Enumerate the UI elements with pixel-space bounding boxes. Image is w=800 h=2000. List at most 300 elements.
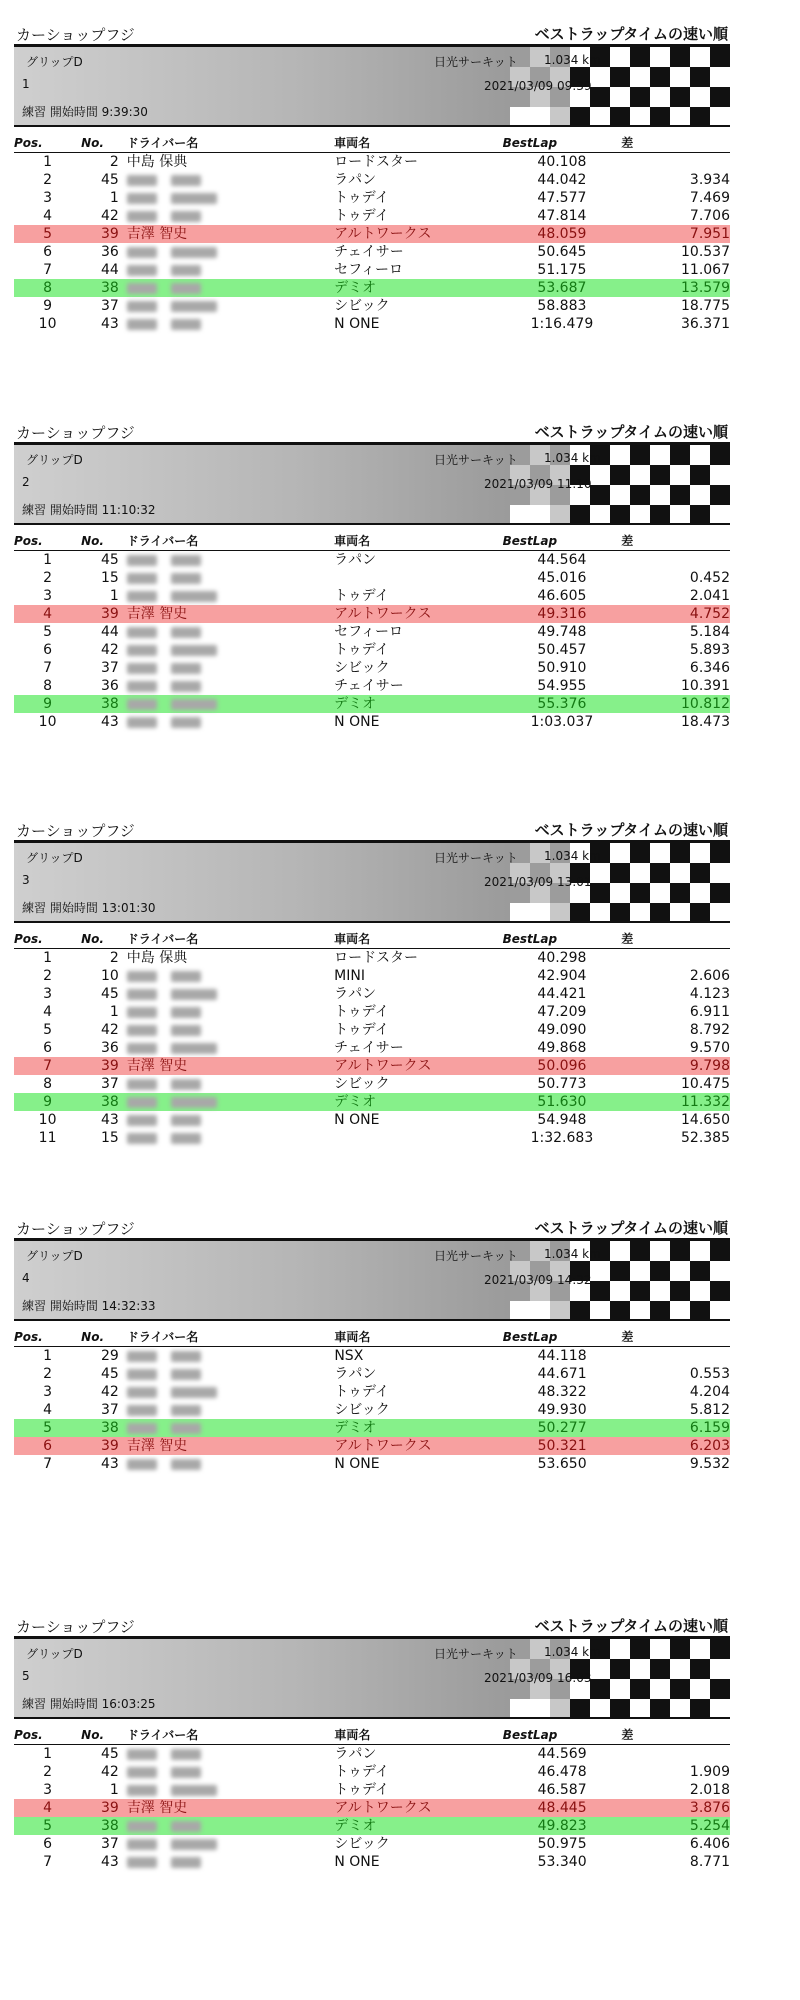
header-row [14, 531, 730, 551]
car-number-cell: 45 [101, 1746, 119, 1762]
car-model-cell: シビック [334, 298, 390, 314]
car-number-cell: 45 [100, 986, 119, 1002]
gap-cell: 0.553 [689, 1366, 730, 1382]
redacted-name [127, 265, 157, 276]
table-row [14, 153, 730, 172]
redacted-name [171, 1369, 201, 1380]
class-name: グリップD [26, 453, 83, 467]
best-lap-cell: 44.421 [537, 986, 587, 1002]
position-cell: 9 [43, 298, 53, 314]
position-cell: 10 [38, 316, 57, 332]
car-model-cell: チェイサー [334, 1040, 404, 1056]
car-number-cell: 43 [100, 316, 119, 332]
car-number-cell: 38 [81, 1817, 127, 1835]
header-row [14, 929, 730, 949]
car-model-cell: トゥデイ [334, 208, 389, 224]
redacted-name [127, 1387, 157, 1398]
car-number-cell: 42 [100, 642, 119, 658]
best-lap-cell: 53.687 [503, 279, 622, 297]
car-model-cell: セフィーロ [334, 262, 404, 278]
car-number-cell: 45 [100, 172, 119, 188]
gap-cell: 5.184 [689, 624, 730, 640]
car-number-cell: 39 [81, 225, 127, 243]
driver-name-cell [127, 1347, 334, 1366]
driver-name-cell [127, 1039, 334, 1057]
driver-name-cell [127, 1745, 334, 1764]
best-lap-cell: 50.277 [503, 1419, 622, 1437]
col-header-pos: Pos. [14, 1327, 81, 1347]
col-header-car: 車両名 [334, 929, 502, 949]
gap-cell: 7.469 [689, 190, 730, 206]
table-row [14, 1853, 730, 1871]
table-row [14, 569, 730, 587]
sheet-title: ベストラップタイムの速い順 [534, 423, 728, 441]
car-number-cell: 37 [100, 1076, 119, 1092]
redacted-name [127, 1785, 157, 1796]
car-model-cell: デミオ [334, 695, 502, 713]
car-number-cell: 1 [109, 190, 119, 206]
results-body [14, 153, 730, 334]
results-body [14, 1745, 730, 1872]
car-model-cell: デミオ [334, 1419, 502, 1437]
result-sheet [14, 22, 730, 333]
redacted-name [127, 627, 157, 638]
position-cell: 4 [14, 1799, 81, 1817]
car-number-cell: 37 [101, 1836, 119, 1852]
table-row [14, 605, 730, 623]
best-lap-cell: 47.209 [537, 1004, 587, 1020]
car-number-cell: 36 [100, 678, 119, 694]
redacted-name [127, 699, 157, 710]
position-cell: 7 [43, 1854, 53, 1870]
col-header-driver: ドライバー名 [127, 531, 334, 551]
position-cell: 5 [14, 1817, 81, 1835]
col-header-driver: ドライバー名 [127, 1725, 334, 1745]
position-cell: 6 [43, 244, 53, 260]
car-model-cell: ロードスター [334, 154, 419, 170]
car-model-cell: シビック [334, 1836, 390, 1852]
position-cell: 9 [14, 695, 81, 713]
position-cell: 4 [14, 605, 81, 623]
car-number-cell: 36 [100, 1040, 119, 1056]
position-cell: 2 [43, 172, 53, 188]
redacted-name [171, 573, 201, 584]
sheet-header [14, 22, 730, 47]
gap-cell: 18.473 [681, 714, 730, 730]
session-datetime: 2021/03/09 11:10 [484, 477, 592, 491]
results-body [14, 949, 730, 1148]
car-number-cell: 10 [100, 968, 119, 984]
car-model-cell: ロードスター [334, 950, 419, 966]
car-model-cell: ラパン [334, 1746, 377, 1762]
gap-cell: 8.792 [689, 1022, 730, 1038]
driver-name-cell [127, 189, 334, 207]
redacted-name [127, 1043, 157, 1054]
gap-cell [621, 153, 730, 172]
driver-name-cell [127, 243, 334, 261]
table-row [14, 1111, 730, 1129]
sheet-header [14, 1216, 730, 1241]
table-row [14, 1781, 730, 1799]
table-row [14, 315, 730, 333]
redacted-name [171, 1133, 201, 1144]
redacted-name [127, 1133, 157, 1144]
best-lap-cell: 47.814 [537, 208, 587, 224]
col-header-pos: Pos. [14, 929, 81, 949]
start-time: 練習 開始時間 9:39:30 [22, 105, 148, 119]
car-number-cell: 44 [100, 262, 119, 278]
redacted-name [171, 971, 201, 982]
redacted-name [127, 681, 157, 692]
driver-name-cell [127, 677, 334, 695]
gap-cell [621, 1347, 730, 1366]
car-model-cell: トゥデイ [334, 588, 389, 604]
gap-cell: 4.752 [621, 605, 730, 623]
car-model-cell: N ONE [334, 1456, 380, 1472]
car-model-cell: MINI [334, 968, 365, 984]
circuit-name: 日光サーキット [434, 851, 518, 865]
position-cell: 9 [14, 1093, 81, 1111]
gap-cell: 1.909 [689, 1764, 730, 1780]
best-lap-cell: 46.478 [537, 1764, 587, 1780]
driver-name-cell: 吉澤 智史 [127, 1057, 334, 1075]
driver-name-cell [127, 1419, 334, 1437]
table-row [14, 171, 730, 189]
redacted-name [127, 193, 157, 204]
best-lap-cell: 45.016 [537, 570, 587, 586]
car-model-cell: シビック [334, 1076, 390, 1092]
position-cell: 3 [43, 1384, 53, 1400]
driver-name-cell: 中島 保典 [126, 950, 188, 966]
table-row [14, 1365, 730, 1383]
sheet-header [14, 818, 730, 843]
best-lap-cell: 46.605 [537, 588, 587, 604]
position-cell: 7 [43, 1456, 53, 1472]
sheet-title: ベストラップタイムの速い順 [534, 25, 728, 43]
sheet-header [14, 420, 730, 445]
driver-name-cell [127, 1853, 334, 1871]
gap-cell [621, 949, 730, 968]
col-header-pos: Pos. [14, 1725, 81, 1745]
gap-cell: 52.385 [681, 1130, 730, 1146]
car-number-cell: 38 [81, 695, 127, 713]
best-lap-cell: 44.118 [537, 1348, 587, 1364]
best-lap-cell: 50.910 [537, 660, 587, 676]
position-cell: 6 [43, 1040, 53, 1056]
gap-cell: 9.570 [689, 1040, 730, 1056]
table-row [14, 623, 730, 641]
gap-cell: 14.650 [681, 1112, 730, 1128]
best-lap-cell: 48.445 [503, 1799, 622, 1817]
table-row [14, 1799, 730, 1817]
car-model-cell: ラパン [334, 1366, 377, 1382]
best-lap-cell: 1:16.479 [530, 316, 594, 332]
table-row [14, 279, 730, 297]
gap-cell: 11.067 [681, 262, 730, 278]
redacted-name [171, 1785, 217, 1796]
redacted-name [171, 645, 217, 656]
position-cell: 3 [43, 1782, 53, 1798]
redacted-name [171, 681, 201, 692]
best-lap-cell: 49.823 [503, 1817, 622, 1835]
col-header-car: 車両名 [334, 1327, 502, 1347]
redacted-name [127, 1839, 157, 1850]
table-row [14, 225, 730, 243]
position-cell: 11 [38, 1130, 57, 1146]
car-number-cell: 42 [100, 1022, 119, 1038]
driver-name-cell [127, 1021, 334, 1039]
driver-name-cell [127, 1365, 334, 1383]
driver-name-cell [127, 1111, 334, 1129]
table-row [14, 297, 730, 315]
car-model-cell: チェイサー [334, 244, 404, 260]
position-cell: 6 [14, 1437, 81, 1455]
driver-name-cell: 吉澤 智史 [127, 605, 334, 623]
car-model-cell: ラパン [334, 172, 377, 188]
car-number-cell: 39 [81, 1437, 127, 1455]
table-row [14, 677, 730, 695]
results-body [14, 551, 730, 732]
position-cell: 1 [43, 1746, 53, 1762]
redacted-name [127, 1351, 157, 1362]
redacted-name [127, 175, 157, 186]
results-header [14, 1725, 730, 1745]
redacted-name [171, 211, 201, 222]
best-lap-cell: 58.883 [537, 298, 587, 314]
table-row [14, 261, 730, 279]
driver-name-cell [127, 207, 334, 225]
driver-name-cell: 中島 保典 [126, 154, 188, 170]
best-lap-cell: 50.773 [537, 1076, 587, 1092]
table-row [14, 949, 730, 968]
redacted-name [171, 1423, 201, 1434]
circuit-distance: 1.034 km [544, 849, 601, 863]
best-lap-cell: 50.096 [503, 1057, 622, 1075]
car-number-cell: 29 [101, 1348, 119, 1364]
car-number-cell: 39 [81, 1799, 127, 1817]
col-header-no: No. [81, 1725, 127, 1745]
start-time: 練習 開始時間 13:01:30 [22, 901, 156, 915]
car-number-cell: 42 [101, 1764, 119, 1780]
header-row [14, 133, 730, 153]
best-lap-cell: 50.457 [537, 642, 587, 658]
car-number-cell: 43 [101, 1854, 119, 1870]
gap-cell: 18.775 [681, 298, 730, 314]
col-header-no: No. [81, 531, 127, 551]
gap-cell: 6.406 [689, 1836, 730, 1852]
car-model-cell: トゥデイ [334, 1004, 389, 1020]
col-header-lap: BestLap [503, 1327, 622, 1347]
redacted-name [127, 663, 157, 674]
gap-cell: 5.893 [689, 642, 730, 658]
header-row [14, 1725, 730, 1745]
table-row [14, 713, 730, 731]
position-cell: 8 [43, 678, 53, 694]
start-time: 練習 開始時間 14:32:33 [22, 1299, 156, 1313]
best-lap-cell: 49.868 [537, 1040, 587, 1056]
col-header-diff: 差 [621, 531, 730, 551]
result-sheet [14, 1614, 730, 1871]
shop-name: カーショップフジ [16, 1618, 135, 1636]
position-cell: 5 [43, 624, 53, 640]
col-header-no: No. [81, 1327, 127, 1347]
car-number-cell: 15 [100, 1130, 119, 1146]
table-row [14, 985, 730, 1003]
redacted-name [127, 1821, 157, 1832]
table-row [14, 1003, 730, 1021]
best-lap-cell: 46.587 [537, 1782, 587, 1798]
results-table [14, 1327, 730, 1473]
table-row [14, 659, 730, 677]
position-cell: 3 [43, 986, 53, 1002]
redacted-name [171, 283, 201, 294]
position-cell: 5 [14, 1419, 81, 1437]
col-header-diff: 差 [621, 1725, 730, 1745]
driver-name-cell [127, 1129, 334, 1147]
gap-cell: 10.391 [681, 678, 730, 694]
car-model-cell: N ONE [334, 316, 380, 332]
table-row [14, 695, 730, 713]
car-model-cell: トゥデイ [334, 1782, 389, 1798]
col-header-lap: BestLap [503, 531, 622, 551]
driver-name-cell [127, 1075, 334, 1093]
car-model-cell: デミオ [334, 1093, 502, 1111]
position-cell: 1 [43, 154, 53, 170]
results-header [14, 1327, 730, 1347]
car-number-cell: 1 [109, 1782, 119, 1798]
car-model-cell: N ONE [334, 1112, 380, 1128]
car-model-cell: アルトワークス [334, 1799, 502, 1817]
table-row [14, 207, 730, 225]
redacted-name [127, 1007, 157, 1018]
col-header-lap: BestLap [503, 1725, 622, 1745]
driver-name-cell [127, 261, 334, 279]
car-model-cell: ラパン [334, 986, 377, 1002]
shop-name: カーショップフジ [16, 1220, 135, 1238]
position-cell: 3 [43, 588, 53, 604]
heat-number: 3 [22, 873, 30, 887]
best-lap-cell: 54.955 [537, 678, 587, 694]
redacted-name [171, 1351, 201, 1362]
gap-cell: 10.812 [621, 695, 730, 713]
gap-cell: 6.346 [689, 660, 730, 676]
redacted-name [127, 1767, 157, 1778]
position-cell: 2 [43, 1764, 53, 1780]
car-number-cell: 2 [109, 154, 119, 170]
driver-name-cell: 吉澤 智史 [127, 1799, 334, 1817]
class-name: グリップD [26, 1647, 83, 1661]
best-lap-cell: 53.650 [537, 1456, 587, 1472]
driver-name-cell [127, 1093, 334, 1111]
gap-cell: 3.934 [689, 172, 730, 188]
session-band [14, 1241, 730, 1321]
redacted-name [127, 247, 157, 258]
driver-name-cell [127, 315, 334, 333]
table-row [14, 1093, 730, 1111]
driver-name-cell [127, 1817, 334, 1835]
col-header-no: No. [81, 929, 127, 949]
position-cell: 4 [43, 1004, 53, 1020]
redacted-name [127, 1369, 157, 1380]
redacted-name [171, 1079, 201, 1090]
driver-name-cell [127, 551, 334, 570]
col-header-car: 車両名 [334, 1725, 502, 1745]
session-band [14, 843, 730, 923]
car-model-cell: トゥデイ [334, 1764, 389, 1780]
gap-cell: 10.475 [681, 1076, 730, 1092]
car-model-cell: N ONE [334, 1854, 380, 1870]
car-model-cell: シビック [334, 660, 390, 676]
position-cell: 5 [14, 225, 81, 243]
col-header-pos: Pos. [14, 531, 81, 551]
best-lap-cell: 49.316 [503, 605, 622, 623]
position-cell: 7 [43, 660, 53, 676]
col-header-driver: ドライバー名 [127, 929, 334, 949]
table-row [14, 1075, 730, 1093]
gap-cell: 6.159 [621, 1419, 730, 1437]
shop-name: カーショップフジ [16, 822, 135, 840]
header-row [14, 1327, 730, 1347]
redacted-name [127, 1749, 157, 1760]
redacted-name [127, 591, 157, 602]
table-row [14, 1039, 730, 1057]
session-band [14, 445, 730, 525]
car-number-cell: 45 [100, 552, 119, 568]
heat-number: 1 [22, 77, 30, 91]
session-datetime: 2021/03/09 14:32 [484, 1273, 592, 1287]
car-number-cell: 39 [81, 605, 127, 623]
table-row [14, 967, 730, 985]
best-lap-cell: 49.748 [537, 624, 587, 640]
table-row [14, 1057, 730, 1075]
best-lap-cell: 50.975 [537, 1836, 587, 1852]
gap-cell: 8.771 [689, 1854, 730, 1870]
col-header-diff: 差 [621, 1327, 730, 1347]
start-time: 練習 開始時間 11:10:32 [22, 503, 156, 517]
best-lap-cell: 50.321 [503, 1437, 622, 1455]
car-number-cell: 2 [109, 950, 119, 966]
car-model-cell: トゥデイ [334, 190, 389, 206]
heat-number: 4 [22, 1271, 30, 1285]
session-datetime: 2021/03/09 09:39 [484, 79, 592, 93]
car-number-cell: 38 [81, 279, 127, 297]
driver-name-cell [127, 279, 334, 297]
table-row [14, 1021, 730, 1039]
col-header-diff: 差 [621, 929, 730, 949]
position-cell: 6 [43, 642, 53, 658]
table-row [14, 1455, 730, 1473]
col-header-lap: BestLap [503, 929, 622, 949]
redacted-name [127, 573, 157, 584]
redacted-name [171, 1839, 217, 1850]
results-header [14, 531, 730, 551]
table-row [14, 1835, 730, 1853]
redacted-name [171, 1007, 201, 1018]
driver-name-cell [127, 985, 334, 1003]
driver-name-cell [127, 967, 334, 985]
car-model-cell: トゥデイ [334, 1022, 389, 1038]
redacted-name [171, 1459, 201, 1470]
results-table [14, 1725, 730, 1871]
session-band [14, 47, 730, 127]
best-lap-cell: 47.577 [537, 190, 587, 206]
position-cell: 7 [43, 262, 53, 278]
car-model-cell [334, 569, 502, 587]
table-row [14, 1347, 730, 1366]
driver-name-cell: 吉澤 智史 [127, 1437, 334, 1455]
gap-cell: 2.606 [689, 968, 730, 984]
redacted-name [171, 265, 201, 276]
